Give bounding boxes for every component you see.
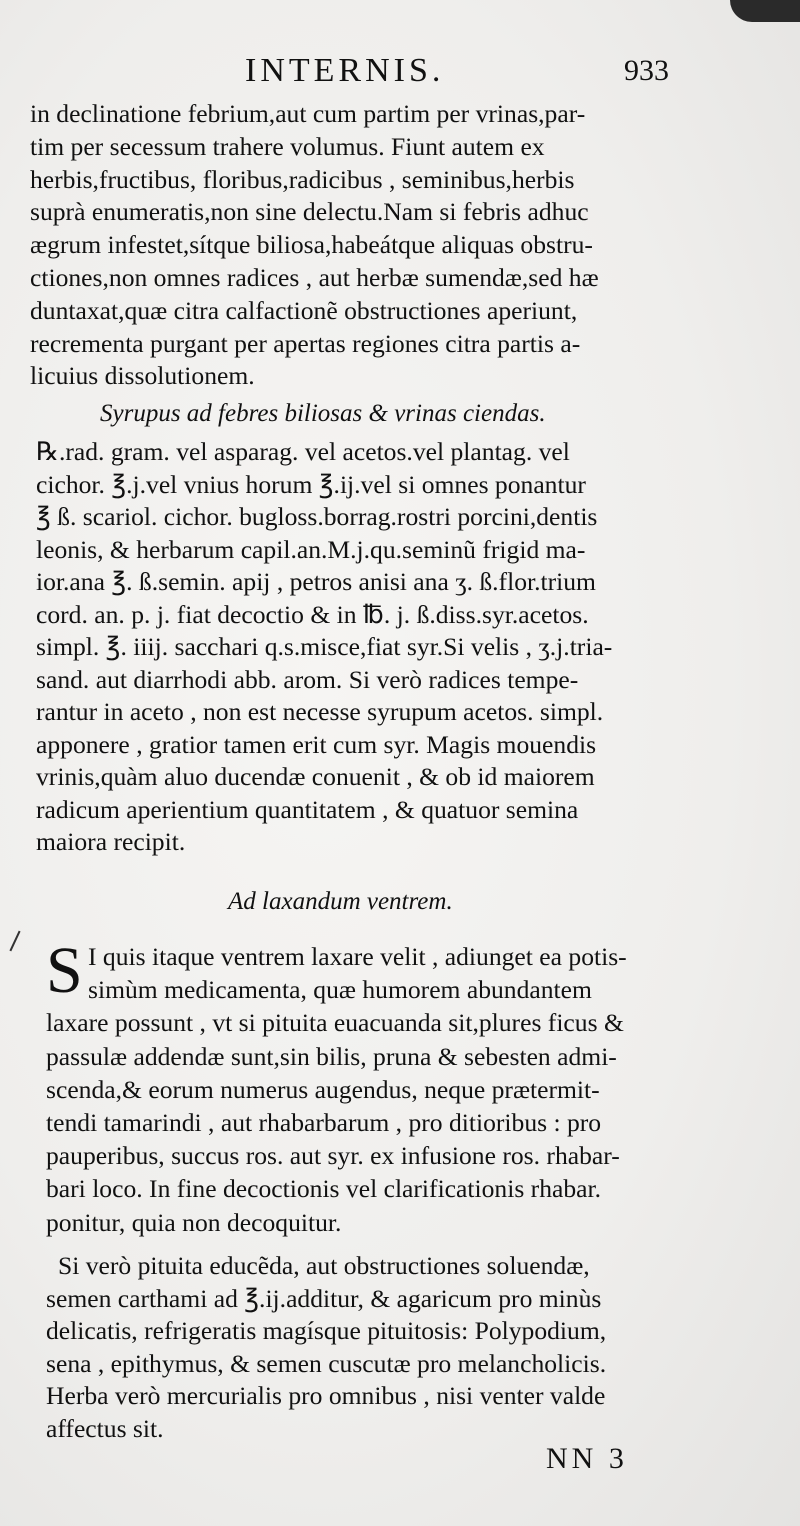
text-line: ℥ ß. scariol. cichor. bugloss.borrag.rostri porcini,dentis bbox=[36, 502, 598, 531]
text-line: tim per secessum trahere volumus. Fiunt autem ex bbox=[30, 131, 545, 161]
text-line: laxare possunt , vt si pituita euacuanda sit,plures ficus & bbox=[46, 1008, 624, 1038]
paragraph-3 bbox=[46, 1250, 606, 1446]
signature-mark: NN 3 bbox=[546, 1442, 628, 1475]
text-line: semen carthami ad ℥.ij.additur, & agaricum pro minùs bbox=[46, 1283, 602, 1313]
text-line: sand. aut diarrhodi abb. arom. Si verò radices tempe- bbox=[36, 664, 579, 694]
page-edge-shadow bbox=[730, 0, 800, 22]
text-line: sena , epithymus, & semen cuscutæ pro melancholicis. bbox=[46, 1348, 607, 1378]
text-line: simpl. ℥. iiij. sacchari q.s.misce,fiat syr.Si velis , ʒ.j.tria- bbox=[36, 632, 613, 661]
paragraph-2 bbox=[46, 934, 627, 1239]
text-line: herbis,fructibus, floribus,radicibus , seminibus,herbis bbox=[30, 164, 575, 194]
text-line: simùm medicamenta, quæ humorem abundantem bbox=[88, 975, 592, 1005]
text-line: passulæ addendæ sunt,sin bilis, pruna & sebesten admi- bbox=[46, 1041, 617, 1071]
text-line: Si verò pituita educẽda, aut obstructiones soluendæ, bbox=[58, 1251, 590, 1280]
text-line: Herba verò mercurialis pro omnibus , nisi venter valde bbox=[46, 1381, 606, 1411]
text-line: suprà enumeratis,non sine delectu.Nam si febris adhuc bbox=[30, 197, 589, 227]
page-header bbox=[0, 52, 800, 92]
text-line: ctiones,non omnes radices , aut herbæ sumendæ,sed hæ bbox=[30, 262, 599, 292]
text-line: ior.ana ℥. ß.semin. apij , petros anisi ana ʒ. ß.flor.trium bbox=[36, 567, 596, 596]
text-line: recrementa purgant per apertas regiones citra partis a- bbox=[30, 328, 581, 358]
text-line: cichor. ℥.j.vel vnius horum ℥.ij.vel si omnes ponantur bbox=[36, 469, 586, 499]
text-line: leonis, & herbarum capil.an.M.j.qu.seminũ frigid ma- bbox=[36, 534, 586, 564]
text-line: duntaxat,quæ citra calfactionẽ obstructiones aperiunt, bbox=[30, 295, 578, 325]
margin-mark bbox=[9, 931, 20, 952]
text-line: scenda,& eorum numerus augendus, neque prætermit- bbox=[46, 1074, 600, 1104]
text-line: ℞.rad. gram. vel asparag. vel acetos.vel plantag. vel bbox=[36, 437, 570, 466]
text-line: ægrum infestet,sítque biliosa,habeátque aliquas obstru- bbox=[30, 230, 593, 260]
page-number: 933 bbox=[624, 54, 669, 87]
text-line: in declinatione febrium,aut cum partim per vrinas,par- bbox=[30, 99, 586, 128]
text-line: cord. an. p. j. fiat decoctio & in ℔. j. ß.diss.syr.acetos. bbox=[36, 599, 589, 629]
section-heading-syrup: Syrupus ad febres biliosas & vrinas ciendas. bbox=[100, 400, 546, 427]
text-line: affectus sit. bbox=[46, 1413, 164, 1443]
text-line: pauperibus, succus ros. aut syr. ex infusione ros. rhabar- bbox=[46, 1141, 620, 1171]
text-line: tendi tamarindi , aut rhabarbarum , pro ditioribus : pro bbox=[46, 1108, 602, 1138]
text-line: I quis itaque ventrem laxare velit , adiunget ea potis- bbox=[88, 942, 627, 971]
recipe-paragraph bbox=[36, 436, 612, 859]
text-line: apponere , gratior tamen erit cum syr. Magis mouendis bbox=[36, 729, 597, 759]
drop-cap: S bbox=[46, 934, 83, 1007]
running-head: INTERNIS. bbox=[245, 52, 445, 89]
text-line: rantur in aceto , non est necesse syrupum acetos. simpl. bbox=[36, 697, 604, 726]
text-line: radicum aperientium quantitatem , & quatuor semina bbox=[36, 794, 579, 824]
text-line: vrinis,quàm aluo ducendæ conuenit , & ob id maiorem bbox=[36, 762, 595, 791]
section-heading-venter: Ad laxandum ventrem. bbox=[228, 888, 453, 915]
paragraph-1 bbox=[30, 98, 710, 393]
text-line: delicatis, refrigeratis magísque pituitosis: Polypodium, bbox=[46, 1316, 607, 1346]
text-line: licuius dissolutionem. bbox=[30, 361, 255, 391]
text-line: bari loco. In fine decoctionis vel clarificationis rhabar. bbox=[46, 1174, 602, 1204]
text-line: maiora recipit. bbox=[36, 827, 186, 856]
text-line: ponitur, quia non decoquitur. bbox=[46, 1207, 342, 1237]
